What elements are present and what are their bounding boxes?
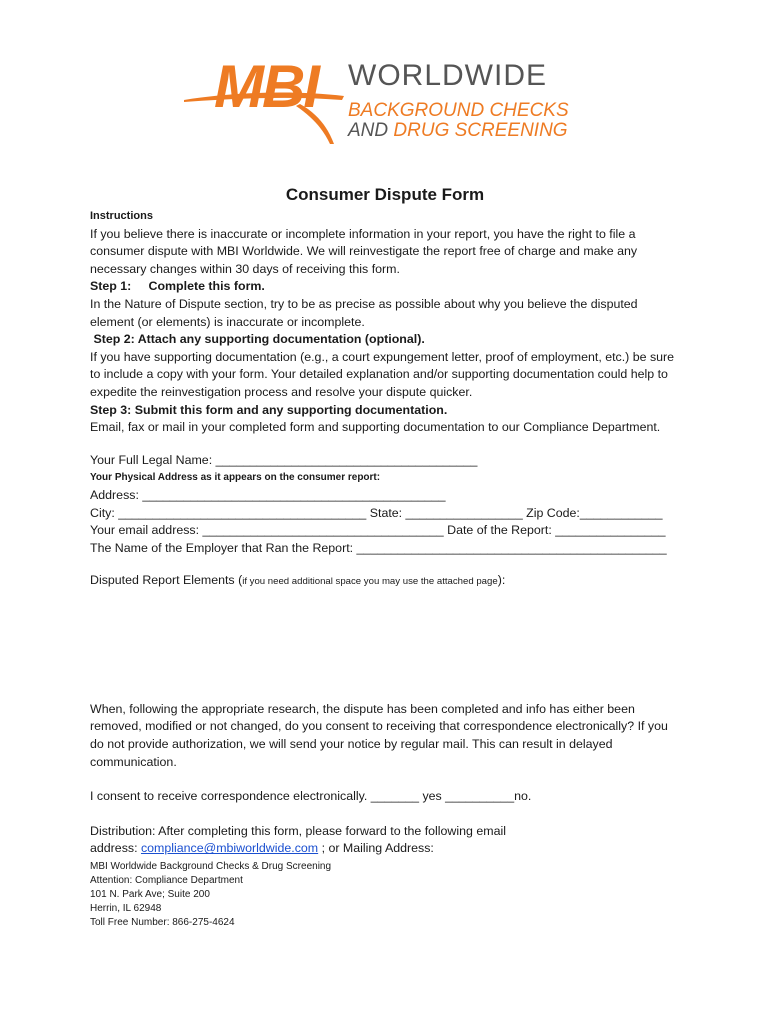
compliance-email-link[interactable]: compliance@mbiworldwide.com (140, 841, 319, 856)
logo-tagline-2-highlight: DRUG SCREENING (393, 120, 568, 141)
step2-heading: Step 2: Attach any supporting documentation (optional). (90, 332, 425, 347)
logo-tagline-1: BACKGROUND CHECKS (348, 100, 569, 121)
address-field[interactable]: Address: ____________________________________________ (90, 487, 446, 502)
step1-heading: Step 1: Complete this form. (90, 279, 265, 294)
logo-worldwide: WORLDWIDE (348, 59, 547, 92)
legal-name-field[interactable]: Your Full Legal Name: ______________________________________ (90, 452, 478, 467)
distribution-address-prefix: address: (90, 841, 141, 856)
company-logo (184, 53, 574, 146)
logo-brand: MBI (214, 53, 318, 120)
mailing-line: Toll Free Number: 866-275-4624 (90, 917, 235, 929)
city-state-zip-field[interactable]: City: ____________________________________ State: _________________ Zip Code:____________ (90, 505, 663, 520)
page-title: Consumer Dispute Form (285, 185, 485, 204)
mailing-line: Attention: Compliance Department (90, 875, 243, 887)
address-note: Your Physical Address as it appears on the consumer report: (90, 472, 381, 484)
employer-field[interactable]: The Name of the Employer that Ran the Report: _____________________________________________ (90, 540, 667, 555)
disputed-label-close: ): (497, 573, 506, 588)
mailing-line: MBI Worldwide Background Checks & Drug Screening (90, 861, 332, 873)
distribution-line: Distribution: After completing this form, please forward to the following email (90, 823, 506, 838)
email-date-field[interactable]: Your email address: ___________________________________ Date of the Report: ________________ (90, 523, 666, 538)
consent-question: When, following the appropriate research, the dispute has been completed and info has either been removed, modified or not changed, do you consent to receiving that correspondence electronically? If you do not provide authorization, we will send your notice by regular mail. This can result in delayed communication. (90, 701, 668, 769)
instructions-intro: If you believe there is inaccurate or incomplete information in your report, you have the right to file a consumer dispute with MBI Worldwide. We will reinvestigate the report free of charge and make any necessary changes within 30 days of receiving this form. (90, 226, 638, 276)
mailing-line: Herrin, IL 62948 (90, 903, 162, 915)
disputed-elements-label (90, 572, 680, 591)
step3-heading: Step 3: Submit this form and any supporting documentation. (90, 402, 448, 417)
consent-line[interactable]: I consent to receive correspondence electronically. _______ yes __________no. (90, 789, 532, 804)
step2-text: If you have supporting documentation (e.g., a court expungement letter, proof of employment, etc.) be sure to include a copy with your form. Your detailed explanation and/or supporting documentation could help to expedite the reinvestigation process and resolve your dispute quicker. (90, 349, 675, 399)
distribution-address-line (90, 840, 680, 858)
step3-text: Email, fax or mail in your completed form and supporting documentation to our Compliance Department. (90, 420, 661, 435)
mailing-address (90, 860, 680, 930)
step1-text: In the Nature of Dispute section, try to be as precise as possible about why you believe the disputed element (or elements) is inaccurate or incomplete. (90, 296, 638, 329)
instructions-heading: Instructions (90, 210, 153, 222)
mailing-line: 101 N. Park Ave; Suite 200 (90, 889, 210, 901)
logo-tagline-2 (348, 120, 568, 142)
logo-tagline-2-prefix: AND (348, 120, 394, 141)
form-body (90, 208, 680, 930)
disputed-label-text: Disputed Report Elements ( (90, 573, 243, 588)
disputed-label-note: if you need additional space you may use the attached page (242, 576, 498, 588)
distribution-address-suffix: ; or Mailing Address: (318, 841, 434, 856)
